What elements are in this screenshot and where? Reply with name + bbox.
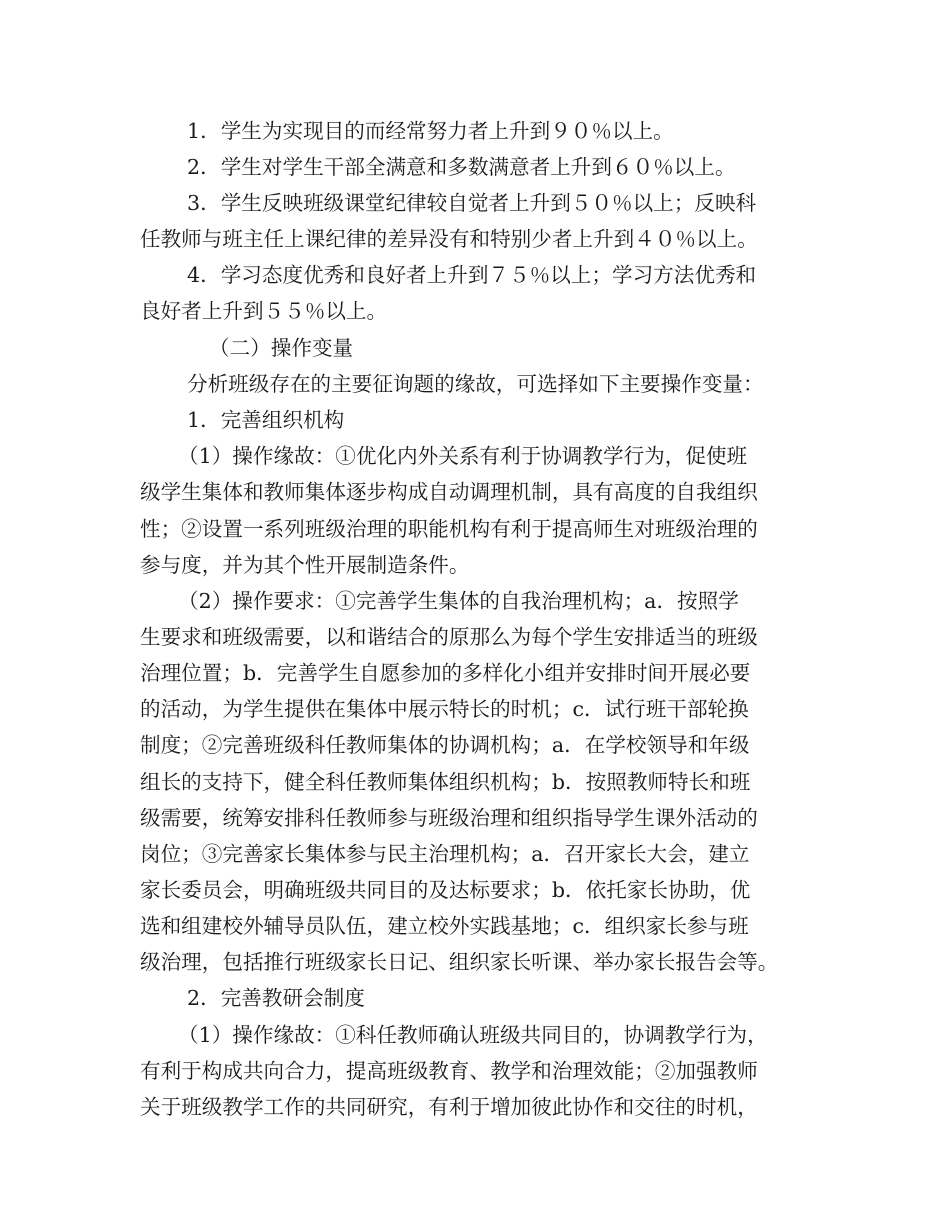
text-line-17: 的活动，为学生提供在集体中展示特长的时机；c．试行班干部轮换 <box>140 697 749 721</box>
text-line-12: 性；②设置一系列班级治理的职能机构有利于提高师生对班级治理的 <box>140 517 758 541</box>
text-line-21: 岗位；③完善家长集体参与民主治理机构；a．召开家长大会，建立 <box>140 842 750 866</box>
text-line-23: 选和组建校外辅导员队伍，建立校外实践基地；c．组织家长参与班 <box>140 914 749 938</box>
text-line-16: 治理位置；b．完善学生自愿参加的多样化小组并安排时间开展必要 <box>140 661 751 685</box>
text-line-3: 3．学生反映班级课堂纪律较自觉者上升到５０％以上；反映科 <box>187 191 757 215</box>
text-line-11: 级学生集体和教师集体逐步构成自动调理机制，具有高度的自我组织 <box>140 480 758 504</box>
text-line-22: 家长委员会，明确班级共同目的及达标要求；b．依托家长协助，优 <box>140 878 751 902</box>
section-heading-operation-variables: （二）操作变量 <box>209 336 354 360</box>
text-line-26: （1）操作缘故：①科任教师确认班级共同目的，协调教学行为， <box>178 1023 768 1047</box>
subheading-organization: 1．完善组织机构 <box>187 408 345 432</box>
text-line-18: 制度；②完善班级科任教师集体的协调机构；a．在学校领导和年级 <box>140 733 750 757</box>
text-line-13: 参与度，并为其个性开展制造条件。 <box>140 553 470 577</box>
text-line-27: 有利于构成共向合力，提高班级教育、教学和治理效能；②加强教师 <box>140 1059 758 1083</box>
text-line-8: 分析班级存在的主要征询题的缘故，可选择如下主要操作变量： <box>187 372 764 396</box>
text-line-24: 级治理，包括推行班级家长日记、组织家长听课、举办家长报告会等。 <box>140 950 779 974</box>
text-line-6: 良好者上升到５５％以上。 <box>140 299 388 323</box>
text-line-14: （2）操作要求：①完善学生集体的自我治理机构；a．按照学 <box>178 589 739 613</box>
text-line-19: 组长的支持下，健全科任教师集体组织机构；b．按照教师特长和班 <box>140 770 751 794</box>
text-line-4: 任教师与班主任上课纪律的差异没有和特别少者上升到４０％以上。 <box>140 227 758 251</box>
text-line-28: 关于班级教学工作的共同研究，有利于增加彼此协作和交往的时机， <box>140 1095 758 1119</box>
subheading-research-meeting: 2．完善教研会制度 <box>187 986 365 1010</box>
text-line-2: 2．学生对学生干部全满意和多数满意者上升到６０％以上。 <box>187 155 736 179</box>
text-line-10: （1）操作缘故：①优化内外关系有利于协调教学行为，促使班 <box>178 444 748 468</box>
text-line-20: 级需要，统筹安排科任教师参与班级治理和组织指导学生课外活动的 <box>140 806 758 830</box>
text-line-15: 生要求和班级需要，以和谐结合的原那么为每个学生安排适当的班级 <box>140 625 758 649</box>
text-line-5: 4．学习态度优秀和良好者上升到７５％以上；学习方法优秀和 <box>187 263 757 287</box>
text-line-1: 1．学生为实现目的而经常努力者上升到９０％以上。 <box>187 119 674 143</box>
